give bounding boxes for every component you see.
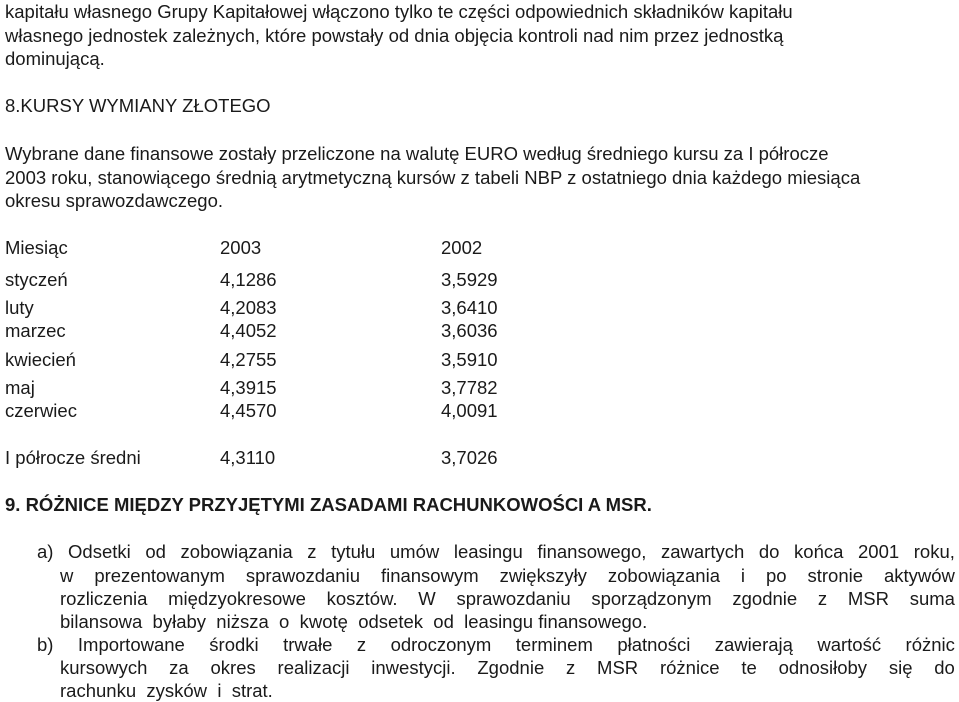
word: odnosiłoby bbox=[778, 657, 868, 678]
word: MSR bbox=[597, 657, 639, 678]
word: sprawozdaniu bbox=[245, 565, 360, 586]
word: zgodnie bbox=[732, 588, 798, 609]
table-row bbox=[5, 269, 605, 291]
word: środki bbox=[209, 634, 259, 655]
item-a-line-3 bbox=[60, 588, 955, 610]
word: zawartych bbox=[660, 541, 745, 562]
word: te bbox=[741, 657, 757, 678]
word: stronie bbox=[807, 565, 864, 586]
header-2002: 2002 bbox=[441, 237, 483, 258]
word: z bbox=[817, 588, 828, 609]
word: kursowych bbox=[60, 657, 148, 678]
row-2002: 3,5929 bbox=[441, 269, 498, 290]
row-2002: 3,7782 bbox=[441, 377, 498, 398]
row-2002: 3,6036 bbox=[441, 320, 498, 341]
word: finansowym bbox=[380, 565, 479, 586]
word: prezentowanym bbox=[94, 565, 225, 586]
table-row bbox=[5, 320, 605, 342]
intro-line-1: kapitału własnego Grupy Kapitałowej włączono tylko te części odpowiednich składników kapitału bbox=[5, 1, 793, 22]
item-a-line-2 bbox=[60, 565, 955, 587]
word: odroczonym bbox=[390, 634, 492, 655]
word: inwestycji. bbox=[371, 657, 456, 678]
item-b-line-2 bbox=[60, 657, 955, 679]
row-2003: 4,1286 bbox=[220, 269, 277, 290]
section-9-heading: 9. RÓŻNICE MIĘDZY PRZYJĘTYMI ZASADAMI RACHUNKOWOŚCI A MSR. bbox=[5, 494, 652, 515]
row-2003: 4,4570 bbox=[220, 400, 277, 421]
word: w bbox=[60, 565, 74, 586]
row-month: styczeń bbox=[5, 269, 68, 290]
word: różnice bbox=[659, 657, 720, 678]
word: do bbox=[758, 541, 780, 562]
word: leasingu bbox=[453, 541, 523, 562]
row-2003: 4,4052 bbox=[220, 320, 277, 341]
table-row bbox=[5, 297, 605, 319]
average-2002: 3,7026 bbox=[441, 447, 498, 468]
table-average-row bbox=[5, 447, 605, 469]
intro-line-2: własnego jednostek zależnych, które powstały od dnia objęcia kontroli nad nim przez jednostką bbox=[5, 25, 784, 46]
word: rozliczenia bbox=[60, 588, 148, 609]
section-8-paragraph-line-3: okresu sprawozdawczego. bbox=[5, 190, 223, 211]
section-8-paragraph-line-2: 2003 roku, stanowiącego średnią arytmetyczną kursów z tabeli NBP z ostatniego dnia każdego miesiąca bbox=[5, 167, 861, 188]
word: tytułu bbox=[331, 541, 376, 562]
word: płatności bbox=[617, 634, 691, 655]
item-a-line-4: bilansowa byłaby niższa o kwotę odsetek od leasingu finansowego. bbox=[60, 611, 648, 632]
row-2003: 4,2083 bbox=[220, 297, 277, 318]
word: realizacji bbox=[277, 657, 350, 678]
word: do bbox=[934, 657, 955, 678]
section-8-heading: 8.KURSY WYMIANY ZŁOTEGO bbox=[5, 95, 271, 116]
word: sprawozdaniu bbox=[456, 588, 571, 609]
row-month: czerwiec bbox=[5, 400, 77, 421]
word: po bbox=[765, 565, 787, 586]
table-row bbox=[5, 349, 605, 371]
word: W bbox=[418, 588, 436, 609]
header-2003: 2003 bbox=[220, 237, 262, 258]
row-month: marzec bbox=[5, 320, 66, 341]
average-2003: 4,3110 bbox=[220, 447, 276, 468]
row-2002: 4,0091 bbox=[441, 400, 498, 421]
word: MSR bbox=[847, 588, 890, 609]
average-label: I półrocze średni bbox=[5, 447, 141, 468]
word: 2001 bbox=[858, 541, 900, 562]
row-2003: 4,2755 bbox=[220, 349, 277, 370]
word: trwałe bbox=[283, 634, 333, 655]
word: aktywów bbox=[883, 565, 955, 586]
word: końca bbox=[794, 541, 844, 562]
row-2003: 4,3915 bbox=[220, 377, 277, 398]
table-row bbox=[5, 377, 605, 399]
section-8-paragraph-line-1: Wybrane dane finansowe zostały przeliczone na walutę EURO według średniego kursu za I półrocze bbox=[5, 143, 829, 164]
word: okres bbox=[210, 657, 256, 678]
word: Zgodnie bbox=[477, 657, 545, 678]
word: kosztów. bbox=[326, 588, 398, 609]
item-a-line-1 bbox=[37, 541, 955, 563]
word: zobowiązania bbox=[180, 541, 293, 562]
row-month: maj bbox=[5, 377, 35, 398]
item-b-line-3: rachunku zysków i strat. bbox=[60, 680, 273, 701]
word: Odsetki bbox=[68, 541, 131, 562]
word: i bbox=[740, 565, 746, 586]
word: suma bbox=[909, 588, 955, 609]
word: zwiększyły bbox=[499, 565, 587, 586]
word: sporządzonym bbox=[591, 588, 712, 609]
header-month: Miesiąc bbox=[5, 237, 68, 258]
word: a) bbox=[37, 541, 54, 562]
word: wartość bbox=[817, 634, 882, 655]
row-2002: 3,5910 bbox=[441, 349, 498, 370]
word: od bbox=[145, 541, 166, 562]
word: z bbox=[307, 541, 317, 562]
word: Importowane bbox=[77, 634, 185, 655]
row-month: kwiecień bbox=[5, 349, 76, 370]
word: z bbox=[566, 657, 576, 678]
word: b) bbox=[37, 634, 54, 655]
word: finansowego, bbox=[537, 541, 647, 562]
word: za bbox=[169, 657, 189, 678]
word: umów bbox=[389, 541, 440, 562]
word: terminem bbox=[515, 634, 593, 655]
row-2002: 3,6410 bbox=[441, 297, 498, 318]
item-b-line-1 bbox=[37, 634, 955, 656]
word: międzyokresowe bbox=[168, 588, 306, 609]
table-row bbox=[5, 400, 605, 422]
word: różnic bbox=[905, 634, 955, 655]
word: zobowiązania bbox=[607, 565, 720, 586]
word: się bbox=[888, 657, 913, 678]
word: roku, bbox=[913, 541, 955, 562]
word: z bbox=[356, 634, 367, 655]
word: zawierają bbox=[714, 634, 793, 655]
table-header-row bbox=[5, 237, 605, 259]
intro-line-3: dominującą. bbox=[5, 48, 105, 69]
row-month: luty bbox=[5, 297, 34, 318]
